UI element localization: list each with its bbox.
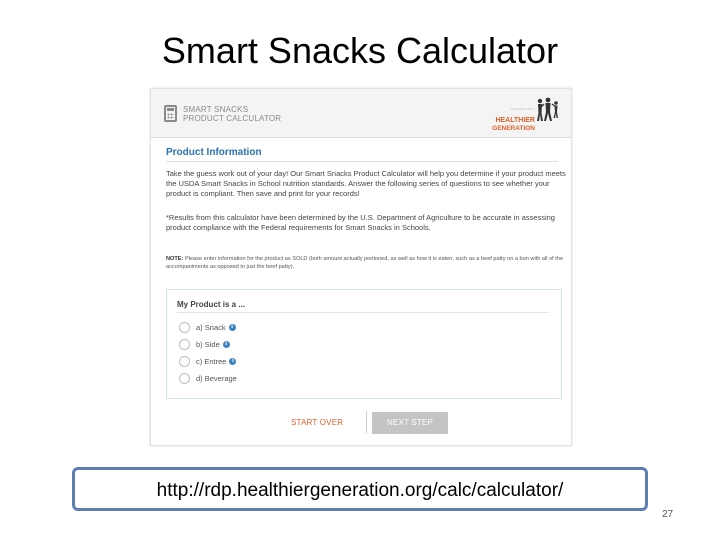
option-label: b) Side bbox=[196, 339, 220, 349]
divider bbox=[366, 411, 367, 433]
logo-line1: HEALTHIER bbox=[495, 117, 535, 124]
option-entree[interactable] bbox=[179, 355, 236, 367]
app-title-line2: PRODUCT CALCULATOR bbox=[183, 114, 282, 123]
option-label: a) Snack bbox=[196, 322, 226, 332]
product-type-heading: My Product is a ... bbox=[177, 300, 246, 309]
note-label: NOTE: bbox=[166, 256, 184, 262]
url-box bbox=[72, 467, 648, 511]
note-text bbox=[166, 255, 566, 271]
info-icon[interactable]: i bbox=[229, 324, 236, 331]
logo-line2: GENERATION bbox=[492, 125, 535, 132]
next-step-button[interactable]: NEXT STEP bbox=[372, 412, 448, 434]
option-beverage[interactable] bbox=[179, 372, 237, 384]
app-title-line1: SMART SNACKS bbox=[183, 105, 249, 114]
product-type-panel bbox=[166, 289, 562, 399]
start-over-button[interactable]: START OVER bbox=[291, 418, 344, 427]
radio-side[interactable] bbox=[179, 339, 190, 350]
app-title bbox=[183, 105, 281, 123]
divider bbox=[177, 312, 549, 313]
healthier-generation-logo[interactable] bbox=[481, 97, 565, 131]
radio-entree[interactable] bbox=[179, 356, 190, 367]
info-icon[interactable]: i bbox=[223, 341, 230, 348]
radio-beverage[interactable] bbox=[179, 373, 190, 384]
note-body: Please enter information for the product as SOLD (both amount actually portioned, as well as how it is eaten, such as a beef patty on a bun with all of the accompaniments as opposed to just the beef patty). bbox=[166, 256, 564, 270]
logo-small-text: ALLIANCE FOR A bbox=[510, 107, 535, 111]
calculator-screenshot bbox=[150, 88, 572, 446]
option-snack[interactable] bbox=[179, 321, 236, 333]
url-link[interactable]: http://rdp.healthiergeneration.org/calc/calculator/ bbox=[156, 480, 564, 501]
option-side[interactable] bbox=[179, 338, 230, 350]
option-label: c) Entree bbox=[196, 356, 227, 366]
logo-figures-icon bbox=[535, 97, 563, 125]
page-number: 27 bbox=[662, 509, 674, 520]
slide-title: Smart Snacks Calculator bbox=[161, 30, 559, 71]
intro-text: Take the guess work out of your day! Our Smart Snacks Product Calculator will help you determine if your product meets the USDA Smart Snacks in School nutrition standards. Answer the following series of questions to see whether your product is compliant. Then save and print for your records! bbox=[166, 169, 566, 198]
calculator-icon bbox=[164, 105, 177, 122]
section-title: Product Information bbox=[166, 147, 262, 158]
results-disclaimer: *Results from this calculator have been determined by the U.S. Department of Agriculture to be accurate in assessing product compliance with the Federal requirements for Smart Snacks in Schools. bbox=[166, 213, 555, 232]
app-header bbox=[151, 89, 571, 138]
info-icon[interactable]: i bbox=[229, 358, 236, 365]
option-label: d) Beverage bbox=[196, 373, 237, 383]
divider bbox=[166, 161, 558, 162]
radio-snack[interactable] bbox=[179, 322, 190, 333]
